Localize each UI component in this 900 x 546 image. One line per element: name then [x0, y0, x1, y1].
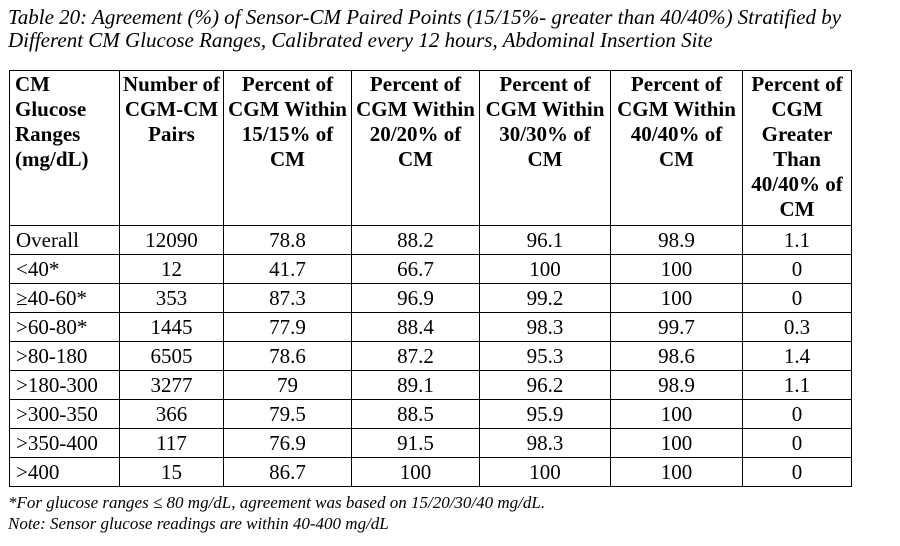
cell-within-40: 98.9: [611, 371, 743, 400]
cell-greater-40: 0.3: [743, 313, 852, 342]
cell-greater-40: 1.4: [743, 342, 852, 371]
table-row: [10, 400, 852, 429]
column-header-glucose-range: CM Glucose Ranges (mg/dL): [10, 71, 120, 226]
cell-greater-40: 0: [743, 284, 852, 313]
cell-within-15: 78.8: [224, 226, 352, 255]
cell-greater-40: 0: [743, 255, 852, 284]
cell-greater-40: 0: [743, 429, 852, 458]
column-header-greater-40: Percent of CGM Greater Than 40/40% of CM: [743, 71, 852, 226]
column-header-within-20: Percent of CGM Within 20/20% of CM: [352, 71, 480, 226]
cell-pairs: 12090: [120, 226, 224, 255]
cell-within-30: 96.2: [480, 371, 611, 400]
cell-within-30: 99.2: [480, 284, 611, 313]
table-row: [10, 255, 852, 284]
agreement-table: [9, 70, 852, 487]
cell-within-15: 77.9: [224, 313, 352, 342]
cell-pairs: 353: [120, 284, 224, 313]
cell-within-40: 98.9: [611, 226, 743, 255]
cell-pairs: 117: [120, 429, 224, 458]
cell-within-40: 99.7: [611, 313, 743, 342]
cell-within-30: 100: [480, 255, 611, 284]
cell-within-20: 66.7: [352, 255, 480, 284]
cell-within-40: 100: [611, 400, 743, 429]
column-header-pairs: Number of CGM-CM Pairs: [120, 71, 224, 226]
cell-pairs: 6505: [120, 342, 224, 371]
header-row: [10, 71, 852, 226]
row-label: >60-80*: [10, 313, 120, 342]
cell-within-40: 100: [611, 284, 743, 313]
row-label: >350-400: [10, 429, 120, 458]
row-label: <40*: [10, 255, 120, 284]
cell-within-20: 88.4: [352, 313, 480, 342]
table-row: [10, 458, 852, 487]
cell-pairs: 12: [120, 255, 224, 284]
cell-within-15: 79: [224, 371, 352, 400]
column-header-within-30: Percent of CGM Within 30/30% of CM: [480, 71, 611, 226]
cell-within-30: 98.3: [480, 313, 611, 342]
cell-within-40: 100: [611, 458, 743, 487]
cell-within-20: 88.5: [352, 400, 480, 429]
cell-within-20: 88.2: [352, 226, 480, 255]
cell-within-20: 100: [352, 458, 480, 487]
cell-within-15: 76.9: [224, 429, 352, 458]
table-caption: Table 20: Agreement (%) of Sensor-CM Paired Points (15/15%- greater than 40/40%) Stratified by Different CM Glucose Ranges, Calibrated every 12 hours, Abdominal Insertion Site: [8, 5, 842, 52]
cell-pairs: 15: [120, 458, 224, 487]
cell-within-30: 100: [480, 458, 611, 487]
cell-within-15: 78.6: [224, 342, 352, 371]
cell-within-30: 95.3: [480, 342, 611, 371]
cell-within-15: 87.3: [224, 284, 352, 313]
cell-within-15: 79.5: [224, 400, 352, 429]
cell-greater-40: 1.1: [743, 371, 852, 400]
footnote-sensor-note: Note: Sensor glucose readings are within 40-400 mg/dL: [8, 514, 389, 533]
row-label: >80-180: [10, 342, 120, 371]
column-header-within-15: Percent of CGM Within 15/15% of CM: [224, 71, 352, 226]
cell-greater-40: 1.1: [743, 226, 852, 255]
cell-within-20: 91.5: [352, 429, 480, 458]
cell-within-30: 98.3: [480, 429, 611, 458]
cell-pairs: 366: [120, 400, 224, 429]
row-label: >180-300: [10, 371, 120, 400]
cell-within-30: 96.1: [480, 226, 611, 255]
cell-within-40: 98.6: [611, 342, 743, 371]
table-row: [10, 371, 852, 400]
cell-within-30: 95.9: [480, 400, 611, 429]
cell-within-15: 41.7: [224, 255, 352, 284]
cell-pairs: 1445: [120, 313, 224, 342]
row-label: Overall: [10, 226, 120, 255]
table-row: [10, 429, 852, 458]
cell-within-40: 100: [611, 255, 743, 284]
cell-within-40: 100: [611, 429, 743, 458]
table-row: [10, 342, 852, 371]
table-row: [10, 284, 852, 313]
cell-within-20: 96.9: [352, 284, 480, 313]
footnote-glucose-ranges: *For glucose ranges ≤ 80 mg/dL, agreement was based on 15/20/30/40 mg/dL.: [8, 493, 546, 512]
cell-within-20: 87.2: [352, 342, 480, 371]
cell-within-15: 86.7: [224, 458, 352, 487]
row-label: ≥40-60*: [10, 284, 120, 313]
cell-pairs: 3277: [120, 371, 224, 400]
cell-greater-40: 0: [743, 400, 852, 429]
cell-greater-40: 0: [743, 458, 852, 487]
row-label: >400: [10, 458, 120, 487]
cell-within-20: 89.1: [352, 371, 480, 400]
row-label: >300-350: [10, 400, 120, 429]
table-row: [10, 226, 852, 255]
column-header-within-40: Percent of CGM Within 40/40% of CM: [611, 71, 743, 226]
table-row: [10, 313, 852, 342]
